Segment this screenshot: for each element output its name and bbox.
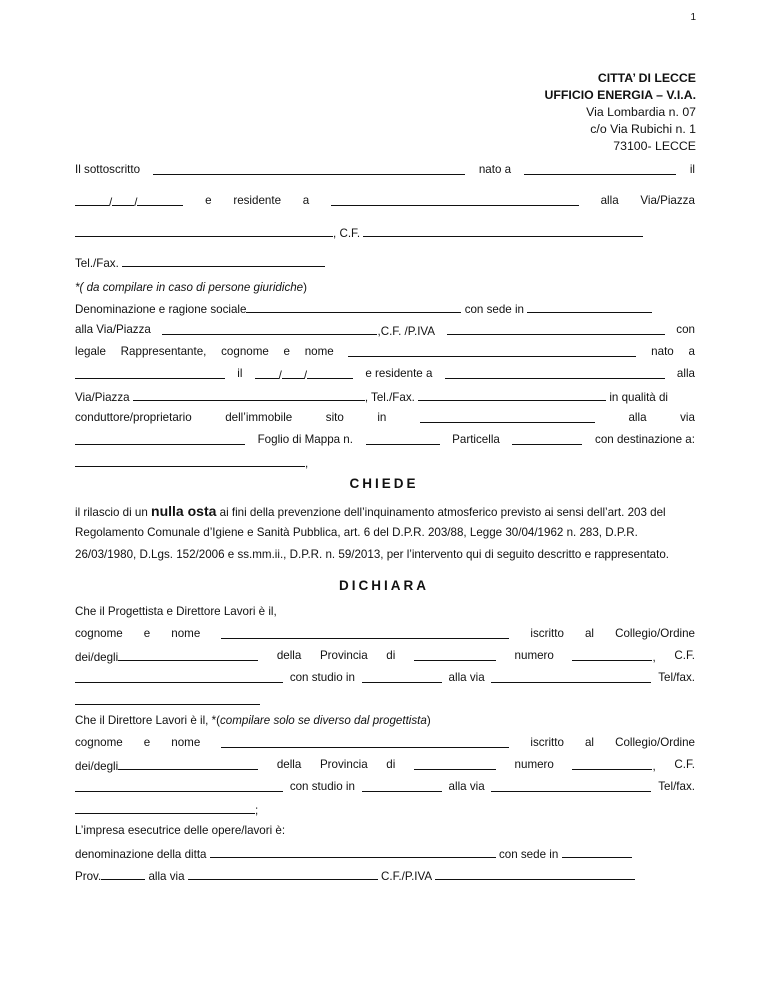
label-il: il	[237, 367, 243, 380]
recipient-office: UFFICIO ENERGIA – V.I.A.	[544, 88, 696, 102]
birth-month-field[interactable]	[112, 194, 134, 206]
label-e: e	[143, 736, 151, 749]
birth-year-field[interactable]	[137, 194, 183, 206]
label-e: e	[283, 345, 290, 358]
label-legale: legale	[75, 345, 106, 358]
chiede-text-pre: il rilascio di un	[75, 506, 148, 519]
label-rappresentante: Rappresentante,	[120, 345, 207, 358]
direttore-intro	[75, 714, 695, 727]
label-numero: numero	[514, 758, 554, 771]
representative-name-field[interactable]	[348, 345, 636, 357]
label-della: della	[276, 649, 302, 662]
company-name-field[interactable]	[246, 301, 461, 313]
slash: /	[134, 196, 138, 209]
label-alla: alla	[600, 194, 619, 207]
designer-number-field[interactable]	[572, 649, 652, 661]
phone-field[interactable]	[122, 255, 325, 267]
label-iscritto: iscritto	[530, 627, 564, 640]
parcel-field[interactable]	[512, 433, 582, 445]
property-street-field[interactable]	[75, 433, 245, 445]
label-sottoscritto: Il sottoscritto	[75, 163, 141, 176]
note-text: *( da compilare in caso di persone giuridiche	[75, 281, 304, 294]
label-denominazione-ditta: denominazione della ditta	[75, 848, 207, 861]
label-della: della	[276, 758, 302, 771]
label-con: con	[676, 323, 695, 336]
label-provincia: Provincia	[319, 758, 368, 771]
label-dei-degli: dei/degli	[75, 651, 119, 664]
designer-province-field[interactable]	[414, 649, 496, 661]
label-alla-via: alla via	[448, 780, 485, 793]
designer-street-field[interactable]	[491, 671, 651, 683]
impresa-line-2	[75, 868, 695, 883]
label-di: di	[386, 649, 396, 662]
director-name-field[interactable]	[221, 736, 509, 748]
label-tel-fax: Tel/fax.	[658, 780, 695, 793]
label-collegio: Collegio/Ordine	[615, 736, 695, 749]
label-particella: Particella	[452, 433, 500, 446]
applicant-line-4	[75, 255, 695, 270]
label-il: il	[689, 163, 695, 176]
direttore-close: )	[426, 714, 431, 727]
label-destinazione: con destinazione a:	[595, 433, 695, 446]
recipient-address	[545, 70, 696, 155]
applicant-line-1	[75, 163, 695, 176]
direttore-line-3	[75, 780, 695, 793]
label-a: a	[302, 194, 310, 207]
label-cf: C.F.	[674, 758, 695, 771]
applicant-line-3	[75, 225, 695, 240]
director-cf-field[interactable]	[75, 780, 283, 792]
label-cf-piva: C.F./P.IVA	[381, 870, 432, 883]
company-vat-field[interactable]	[447, 323, 665, 335]
label-cognome: cognome	[75, 736, 123, 749]
director-studio-field[interactable]	[362, 780, 442, 792]
company-note	[75, 281, 695, 294]
representative-residence-field[interactable]	[445, 367, 665, 379]
label-con-sede: con sede in	[498, 848, 559, 861]
sheet-number-field[interactable]	[366, 433, 440, 445]
comma: ,	[305, 457, 309, 470]
director-phone-field[interactable]	[75, 802, 255, 814]
direttore-italic-text: compilare solo se diverso dal progettista	[219, 714, 427, 727]
label-via-piazza: Via/Piazza	[640, 194, 695, 207]
note-close: )	[303, 281, 308, 294]
label-alla-via: alla via	[148, 870, 185, 883]
label-nato-a: nato a	[478, 163, 512, 176]
progettista-line-4	[75, 693, 695, 708]
label-nome: nome	[171, 627, 201, 640]
label-cognome: cognome	[221, 345, 269, 358]
director-province-field[interactable]	[414, 758, 496, 770]
label-con-studio: con studio in	[289, 780, 355, 793]
label-cognome: cognome	[75, 627, 123, 640]
name-field[interactable]	[153, 163, 465, 175]
rep-birth-day-field[interactable]	[255, 367, 279, 379]
label-e: e	[205, 194, 212, 207]
director-number-field[interactable]	[572, 758, 652, 770]
designer-name-field[interactable]	[221, 627, 509, 639]
label-residente: residente	[233, 194, 282, 207]
label-nato: nato	[651, 345, 674, 358]
company-line-7	[75, 433, 695, 446]
label-prov: Prov.	[75, 870, 102, 883]
label-collegio: Collegio/Ordine	[615, 627, 695, 640]
chiede-text-post: ai fini della prevenzione dell’inquinamento atmosferico previsto ai sensi dell’art. 203 del	[219, 506, 666, 519]
direttore-line-4	[75, 802, 695, 817]
label-in-qualita: in qualità di	[609, 391, 668, 404]
semicolon: ;	[255, 804, 259, 817]
label-nome: nome	[171, 736, 201, 749]
label-cf: C.F.	[674, 649, 695, 662]
representative-phone-field[interactable]	[418, 389, 606, 401]
address-field[interactable]	[75, 225, 333, 237]
contractor-seat-field[interactable]	[562, 846, 632, 858]
label-con-studio: con studio in	[289, 671, 355, 684]
label-numero: numero	[514, 649, 554, 662]
applicant-line-2	[75, 194, 695, 209]
progettista-line-1	[75, 627, 695, 640]
birth-day-field[interactable]	[75, 194, 109, 206]
director-street-field[interactable]	[491, 780, 651, 792]
label-alla: alla	[676, 367, 695, 380]
label-via-piazza: Via/Piazza	[75, 391, 130, 404]
designer-phone-field[interactable]	[75, 693, 260, 705]
label-alla-via: alla Via/Piazza	[75, 323, 151, 336]
label-sito: sito	[325, 411, 344, 424]
direttore-text: Che il Direttore Lavori è il, *(	[75, 714, 220, 727]
label-foglio: Foglio di Mappa n.	[257, 433, 353, 446]
heading-dichiara: DICHIARA	[339, 578, 429, 593]
label-cf-piva: ,C.F. /P.IVA	[377, 325, 436, 338]
director-order-field[interactable]	[118, 758, 258, 770]
company-seat-field[interactable]	[527, 301, 652, 313]
contractor-province-field[interactable]	[101, 868, 145, 880]
representative-birthplace-field[interactable]	[75, 367, 225, 379]
label-tel-fax: Tel./Fax.	[75, 257, 119, 270]
company-line-4	[75, 367, 695, 382]
label-a: a	[688, 345, 695, 358]
label-nome: nome	[304, 345, 334, 358]
label-tel-fax: Tel/fax.	[658, 671, 695, 684]
slash: /	[109, 196, 113, 209]
direttore-line-2: dei/degli della Provincia di numero , C.F.	[75, 758, 695, 773]
label-tel-fax: , Tel./Fax.	[364, 391, 415, 404]
impresa-intro: L’impresa esecutrice delle opere/lavori è:	[75, 824, 286, 837]
slash: /	[303, 369, 308, 382]
recipient-care-of: c/o Via Rubichi n. 1	[590, 122, 696, 136]
label-provincia: Provincia	[319, 649, 368, 662]
impresa-line-1	[75, 846, 695, 861]
designer-order-field[interactable]	[118, 649, 258, 661]
progettista-line-3	[75, 671, 695, 684]
label-cf: , C.F.	[333, 227, 361, 240]
company-line-1	[75, 301, 695, 316]
label-in: in	[377, 411, 387, 424]
recipient-street: Via Lombardia n. 07	[586, 105, 696, 119]
company-line-2	[75, 323, 695, 338]
heading-chiede: CHIEDE	[349, 476, 419, 491]
label-immobile: dell’immobile	[225, 411, 293, 424]
label-alla-via: alla via	[448, 671, 485, 684]
nulla-osta-text: nulla osta	[151, 503, 217, 519]
label-con-sede: con sede in	[464, 303, 524, 316]
label-conduttore: conduttore/proprietario	[75, 411, 192, 424]
label-denominazione: Denominazione e ragione sociale	[75, 303, 247, 316]
chiede-paragraph-1	[75, 503, 695, 519]
label-dei-degli: dei/degli	[75, 760, 119, 773]
residence-field[interactable]	[331, 194, 579, 206]
company-line-6	[75, 411, 695, 424]
contractor-street-field[interactable]	[188, 868, 378, 880]
label-al: al	[584, 627, 595, 640]
destination-field[interactable]	[75, 455, 305, 467]
slash: /	[278, 369, 282, 382]
chiede-paragraph-3: 26/03/1980, D.Lgs. 152/2006 e ss.mm.ii., D.P.R. n. 59/2013, per l’intervento qui di seguito descritto e rappresentato.	[75, 548, 669, 561]
company-street-field[interactable]	[162, 323, 377, 335]
label-e-residente-a: e residente a	[365, 367, 433, 380]
progettista-line-2: dei/degli della Provincia di numero , C.F.	[75, 649, 695, 664]
company-line-8	[75, 455, 695, 470]
company-line-5	[75, 389, 695, 404]
contractor-name-field[interactable]	[210, 846, 496, 858]
label-via: via	[680, 411, 695, 424]
company-line-3	[75, 345, 695, 358]
label-e: e	[143, 627, 151, 640]
label-al: al	[584, 736, 595, 749]
rep-birth-year-field[interactable]	[307, 367, 353, 379]
direttore-line-1	[75, 736, 695, 749]
label-di: di	[386, 758, 396, 771]
page-number: 1	[690, 12, 696, 23]
tax-code-field[interactable]	[363, 225, 643, 237]
progettista-intro: Che il Progettista e Direttore Lavori è il,	[75, 605, 277, 618]
contractor-vat-field[interactable]	[435, 868, 635, 880]
designer-studio-field[interactable]	[362, 671, 442, 683]
designer-cf-field[interactable]	[75, 671, 283, 683]
property-location-field[interactable]	[420, 411, 595, 423]
birthplace-field[interactable]	[524, 163, 676, 175]
recipient-city: CITTA’ DI LECCE	[597, 71, 696, 85]
representative-street-field[interactable]	[133, 389, 365, 401]
chiede-paragraph-2: Regolamento Comunale d’Igiene e Sanità Pubblica, art. 6 del D.P.R. 203/88, Legge 30/04/1962 n. 283, D.P.R.	[75, 526, 638, 539]
label-alla: alla	[628, 411, 647, 424]
rep-birth-month-field[interactable]	[282, 367, 304, 379]
label-iscritto: iscritto	[530, 736, 564, 749]
recipient-postcode: 73100- LECCE	[613, 139, 696, 153]
